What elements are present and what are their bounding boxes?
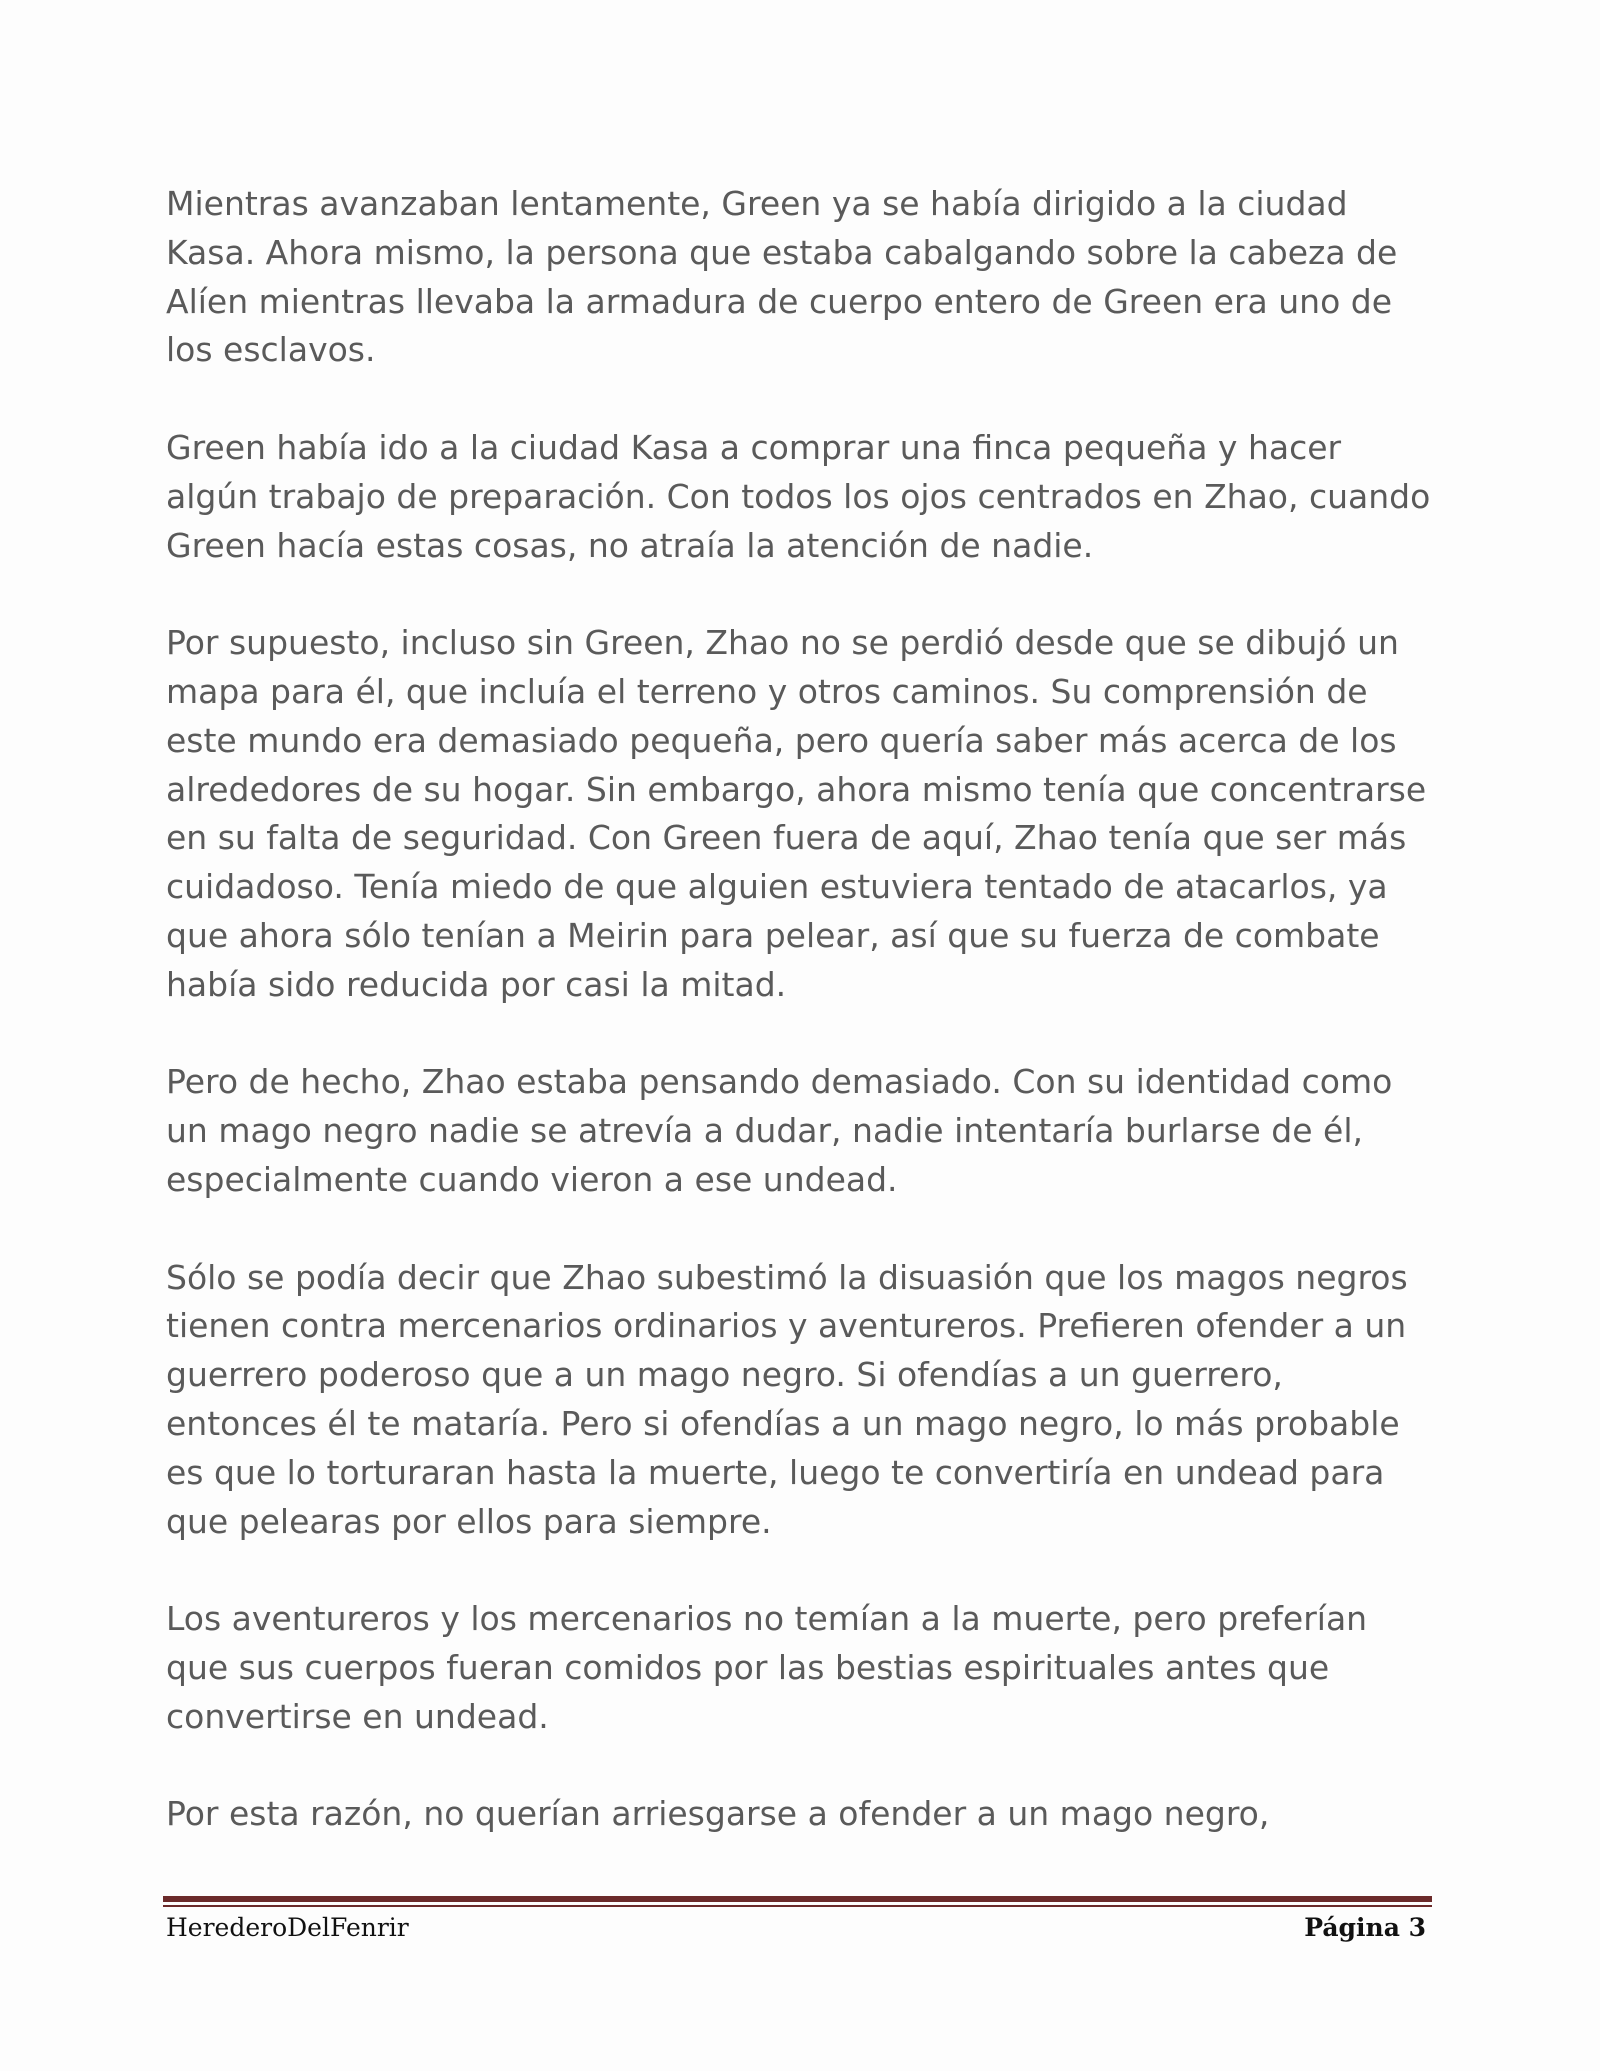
footer-rule-thick (163, 1896, 1432, 1902)
footer-author: HerederoDelFenrir (166, 1913, 409, 1942)
paragraph-2: Green había ido a la ciudad Kasa a comprar una finca pequeña y hacer algún trabajo de preparación. Con todos los ojos centrados en Zhao, cuando Green hacía estas cosas, no atraía la atención de nadie. (166, 427, 1431, 565)
paragraph-7: Por esta razón, no querían arriesgarse a ofender a un mago negro, (166, 1794, 1270, 1834)
paragraph-3: Por supuesto, incluso sin Green, Zhao no se perdió desde que se dibujó un mapa para él, que incluía el terreno y otros caminos. Su comprensión de este mundo era demasiado pequeña, pero quería saber más acerca de los alrededores de su hogar. Sin embargo, ahora mismo tenía que concentrarse en su falta de seguridad. Con Green fuera de aquí, Zhao tenía que ser más cuidadoso. Tenía miedo de que alguien estuviera tentado de atacarlos, ya que ahora sólo tenían a Meirin para pelear, así que su fuerza de combate había sido reducida por casi la mitad. (166, 623, 1427, 1004)
paragraph-4: Pero de hecho, Zhao estaba pensando demasiado. Con su identidad como un mago negro nadie se atrevía a dudar, nadie intentaría burlarse de él, especialmente cuando vieron a ese undead. (166, 1062, 1393, 1199)
paragraph-5: Sólo se podía decir que Zhao subestimó la disuasión que los magos negros tienen contra mercenarios ordinarios y aventureros. Prefieren ofender a un guerrero poderoso que a un mago negro. Si ofendías a un guerrero, entonces él te mataría. Pero si ofendías a un mago negro, lo más probable es que lo torturaran hasta la muerte, luego te convertiría en undead para que pelearas por ellos para siempre. (166, 1257, 1408, 1541)
paragraph-1: Mientras avanzaban lentamente, Green ya se había dirigido a la ciudad Kasa. Ahora mismo, la persona que estaba cabalgando sobre la cabeza de Alíen mientras llevaba la armadura de cuerpo entero de Green era uno de los esclavos. (166, 184, 1398, 370)
footer-rule-thin (163, 1905, 1432, 1907)
body-text (166, 180, 1436, 1888)
paragraph-6: Los aventureros y los mercenarios no temían a la muerte, pero preferían que sus cuerpos fueran comidos por las bestias espirituales antes que convertirse en undead. (166, 1599, 1368, 1736)
footer-page-number: Página 3 (1304, 1913, 1426, 1942)
